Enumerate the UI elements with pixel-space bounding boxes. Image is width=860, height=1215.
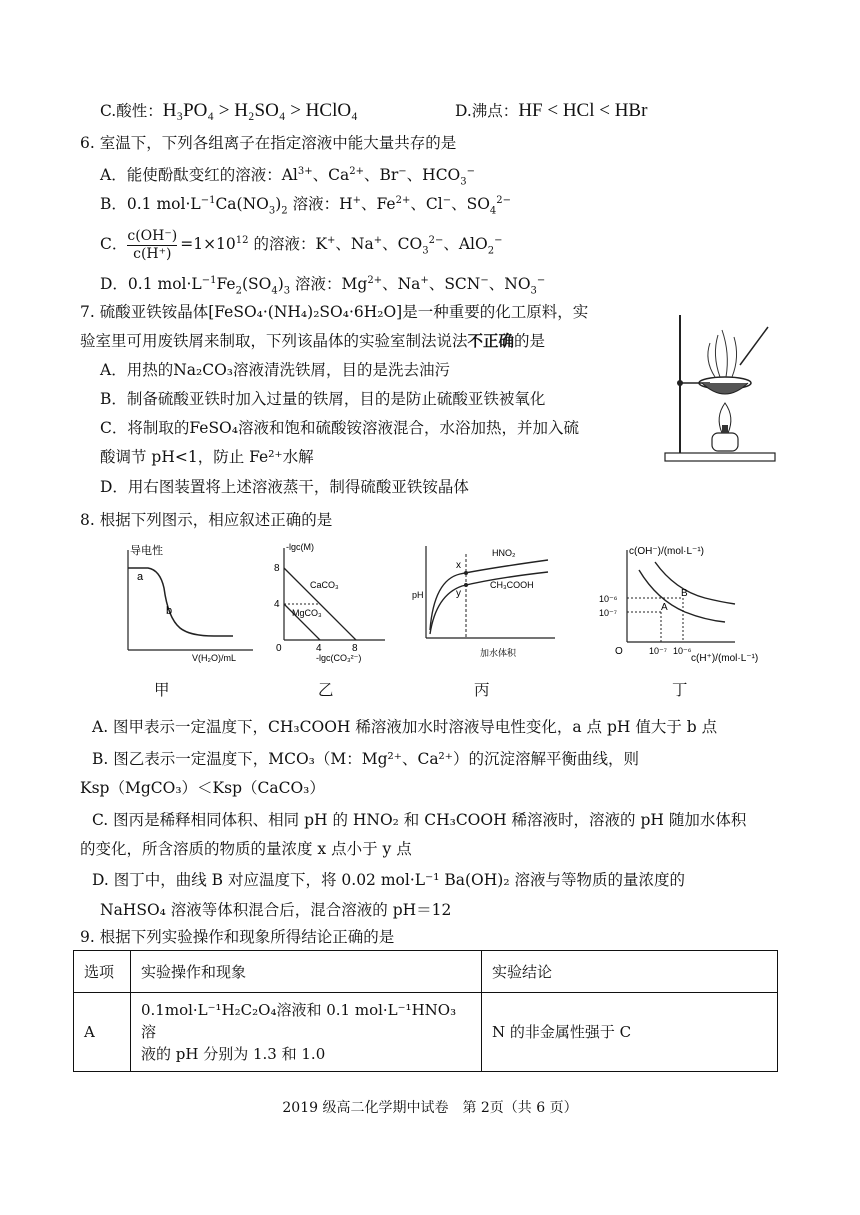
- yi-line-mgco3: MgCO₃: [292, 608, 322, 618]
- caption-bing: 丙: [474, 681, 490, 699]
- ding-curve-b: B: [681, 588, 688, 599]
- ding-curve-a: A: [661, 602, 668, 613]
- yi-tick-y8: 8: [274, 563, 280, 574]
- bing-series-hno2: HNO₂: [492, 548, 516, 558]
- jia-ylabel: 导电性: [130, 545, 163, 557]
- q5-c-formula: H₃PO₄ > H₂SO₄ > HClO₄: [162, 100, 358, 121]
- q7-option-c-line1: C．将制取的FeSO₄溶液和饱和硫酸铵溶液混合，水浴加热，并加入硫: [100, 419, 579, 437]
- ding-tick-x2: 10⁻⁶: [673, 646, 692, 656]
- jia-point-b: b: [166, 605, 173, 617]
- chart-jia-conductivity: [118, 540, 258, 665]
- q8-option-c-line1: C. 图丙是稀释相同体积、相同 pH 的 HNO₂ 和 CH₃COOH 稀溶液时，溶液的 pH 随加水体积: [92, 811, 747, 829]
- q8-stem: 8. 根据下列图示，相应叙述正确的是: [80, 511, 333, 529]
- ding-tick-y1: 10⁻⁶: [599, 594, 618, 604]
- q7-stem-line2: 验室里可用废铁屑来制取，下列该晶体的实验室制法说法不正确的是: [80, 331, 546, 350]
- yi-ylabel: -lgc(M): [286, 542, 314, 552]
- ding-ylabel: c(OH⁻)/(mol·L⁻¹): [629, 546, 704, 557]
- q9-stem: 9. 根据下列实验操作和现象所得结论正确的是: [80, 928, 395, 946]
- header-operation: 实验操作和现象: [131, 951, 482, 993]
- q6-option-c: C． $\frac{c(OH^-)}{c(H^+)}$ $=1\times 10^{12}$ 的溶液：K+、Na+、$CO_3^{2-}$、AlO$_2$−: [100, 227, 503, 262]
- jia-xlabel: V(H₂O)/mL: [192, 653, 236, 663]
- ding-xlabel: c(H⁺)/(mol·L⁻¹): [691, 653, 759, 664]
- caption-yi: 乙: [318, 681, 334, 699]
- q8-option-c-line2: 的变化，所含溶质的物质的量浓度 x 点小于 y 点: [80, 840, 412, 858]
- q8-option-d-line2: NaHSO₄ 溶液等体积混合后，混合溶液的 pH＝12: [100, 901, 452, 919]
- q7-stem-line1: 7. 硫酸亚铁铵晶体[FeSO₄·(NH₄)₂SO₄·6H₂O]是一种重要的化工原料，实: [80, 303, 589, 321]
- q5-option-d: D.沸点：HF < HCl < HBr: [455, 100, 648, 121]
- bing-ylabel: pH: [412, 590, 424, 600]
- row-a-option: A: [74, 993, 131, 1072]
- caption-ding: 丁: [672, 681, 688, 699]
- bing-xlabel: 加水体积: [480, 648, 517, 658]
- q6-option-d: D．0.1 $mol\cdot L^{-1}Fe_2(SO_4)_3$ 溶液：$Mg^{2+}$、Na+、SCN−、$NO_3^-$: [100, 275, 546, 297]
- yi-xlabel: -lgc(CO₃²⁻): [316, 653, 362, 663]
- jia-point-a: a: [137, 571, 144, 583]
- bing-series-ch3cooh: CH₃COOH: [490, 580, 534, 590]
- q8-option-b-line1: B. 图乙表示一定温度下，MCO₃（M：Mg²⁺、Ca²⁺）的沉淀溶解平衡曲线，则: [92, 750, 639, 768]
- table-header-row: [74, 951, 778, 993]
- q8-option-d-line1: D. 图丁中，曲线 B 对应温度下，将 0.02 mol·L⁻¹ Ba(OH)₂ 溶液与等物质的量浓度的: [92, 871, 685, 889]
- q5-d-formula: HF < HCl < HBr: [518, 100, 648, 121]
- ratio-fraction: $\frac{c(OH^-)}{c(H^+)}$: [127, 227, 178, 262]
- chart-yi-precipitation: [270, 540, 390, 665]
- chart-bing-ph-dilution: [410, 540, 560, 665]
- caption-jia: 甲: [154, 681, 170, 699]
- header-conclusion: 实验结论: [482, 951, 778, 993]
- ding-origin: O: [615, 646, 623, 657]
- q9-table: [73, 950, 778, 1072]
- page-footer: 2019 级高二化学期中试卷 第 2页（共 6 页）: [282, 1100, 578, 1116]
- table-row: [74, 993, 778, 1072]
- q5-option-c: C.酸性：H₃PO₄ > H₂SO₄ > HClO₄: [100, 100, 358, 121]
- q7-option-c-line2: 酸调节 pH<1，防止 Fe²⁺水解: [100, 448, 314, 466]
- q7-option-b: B．制备硫酸亚铁时加入过量的铁屑，目的是防止硫酸亚铁被氧化: [100, 390, 546, 408]
- q7-option-d: D．用右图装置将上述溶液蒸干，制得硫酸亚铁铵晶体: [100, 478, 469, 496]
- q6-option-b: B．0.1 $mol\cdot L^{-1}Ca(NO_3)_2$ 溶液：H+、$Fe^{2+}$、Cl−、$SO_4^{2-}$: [100, 195, 512, 217]
- yi-tick-x4: 4: [316, 643, 322, 654]
- ding-tick-y2: 10⁻⁷: [599, 608, 618, 618]
- ding-tick-x1: 10⁻⁷: [649, 646, 668, 656]
- not-correct-emphasis: 不正确: [467, 331, 515, 350]
- row-a-conclusion: N 的非金属性强于 C: [482, 993, 778, 1072]
- q8-option-a: A. 图甲表示一定温度下，CH₃COOH 稀溶液加水时溶液导电性变化，a 点 pH 值大于 b 点: [92, 718, 718, 736]
- yi-tick-x0: 0: [276, 643, 282, 654]
- row-a-operation: 0.1mol·L⁻¹H₂C₂O₄溶液和 0.1 mol·L⁻¹HNO₃ 溶 液的 pH 分别为 1.3 和 1.0: [131, 993, 482, 1072]
- yi-line-caco3: CaCO₃: [310, 580, 339, 590]
- q6-stem: 6. 室温下，下列各组离子在指定溶液中能大量共存的是: [80, 134, 457, 152]
- bing-point-x: x: [456, 560, 461, 571]
- q6-option-a: A．能使酚酞变红的溶液：$Al^{3+}$、$Ca^{2+}$、Br−、$HCO_3^-$: [100, 166, 476, 188]
- q8-option-b-line2: Ksp（MgCO₃）＜Ksp（CaCO₃）: [80, 779, 325, 797]
- yi-tick-x8: 8: [352, 643, 358, 654]
- yi-tick-y4: 4: [274, 599, 280, 610]
- q7-option-a: A．用热的Na₂CO₃溶液清洗铁屑，目的是洗去油污: [100, 361, 450, 379]
- evaporation-apparatus-illustration: [660, 305, 780, 465]
- bing-point-y: y: [456, 588, 461, 599]
- header-option: 选项: [74, 951, 131, 993]
- chart-ding-water-ionization: [595, 540, 795, 665]
